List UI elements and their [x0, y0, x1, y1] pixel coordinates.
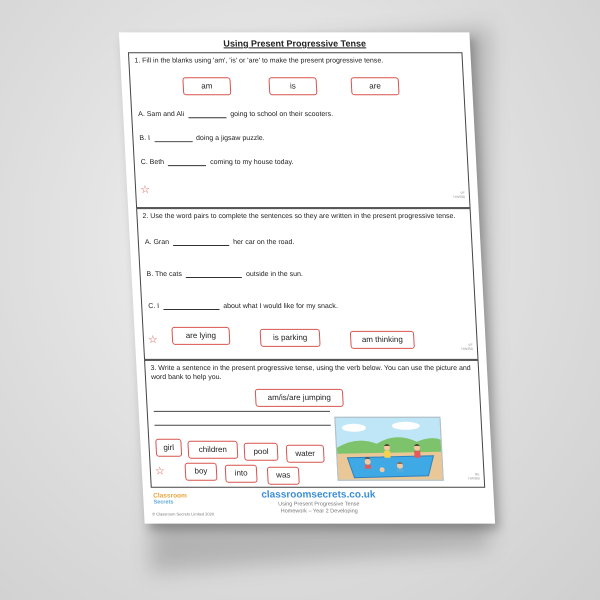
word-bank-was: was: [267, 467, 300, 485]
star-icon: ☆: [154, 465, 166, 478]
word-pair-am-thinking: am thinking: [350, 331, 415, 349]
question-ref: VF HW/BB: [453, 191, 466, 200]
word-option-am: am: [182, 77, 231, 95]
answer-blank[interactable]: [186, 277, 242, 278]
sentence-2b-end: outside in the sun.: [245, 271, 304, 278]
word-bank-water: water: [286, 445, 325, 463]
word-option-are: are: [351, 77, 400, 95]
answer-blank[interactable]: [168, 165, 206, 166]
website-url: classroomsecrets.co.uk: [261, 489, 376, 501]
sentence-1a: [138, 111, 333, 118]
word-pair-is-parking: is parking: [260, 329, 321, 347]
pool-illustration: [335, 418, 442, 480]
word-bank-pool: pool: [244, 443, 279, 461]
verb-box: am/is/are jumping: [255, 389, 344, 407]
word-bank-girl: girl: [155, 439, 182, 457]
word-bank-into: into: [225, 465, 258, 483]
question-ref: VF HW/BB: [461, 342, 474, 351]
sentence-1c-start: C. Beth: [140, 159, 165, 167]
word-option-is: is: [268, 77, 317, 95]
sentence-1c-end: coming to my house today.: [210, 159, 294, 167]
footer-subtitle: Homework – Year 2 Developing: [280, 508, 358, 515]
swimming-pool-picture: [334, 417, 443, 481]
sentence-1b-start: B. I: [139, 135, 151, 143]
answer-blank[interactable]: [173, 245, 229, 246]
sentence-1c: [141, 159, 294, 166]
sentence-2a-start: A. Gran: [144, 239, 170, 247]
footer-title: Using Present Progressive Tense: [278, 501, 360, 508]
question-2-panel: [136, 208, 478, 360]
question-3-instruction: 3. Write a sentence in the present progressive tense, using the verb below. You can use the picture and word bank to help you.: [150, 364, 471, 381]
answer-blank[interactable]: [154, 141, 192, 142]
worksheet-title: Using Present Progressive Tense: [223, 38, 367, 49]
question-ref: RE HW/BB: [468, 472, 480, 481]
word-bank-children: children: [187, 441, 238, 459]
sentence-2c: [148, 303, 338, 310]
sentence-1b-end: doing a jigsaw puzzle.: [195, 135, 265, 143]
word-bank-boy: boy: [185, 463, 218, 481]
sentence-2c-end: about what I would like for my snack.: [223, 302, 338, 310]
worksheet: [119, 32, 495, 523]
footer: [151, 488, 487, 520]
sentence-2a: [145, 239, 295, 246]
sentence-1b: [139, 135, 265, 142]
answer-blank[interactable]: [188, 117, 226, 118]
writing-line-1[interactable]: [154, 411, 330, 412]
sentence-2b-start: B. The cats: [146, 271, 183, 278]
star-icon: ☆: [139, 184, 151, 197]
question-1-instruction: 1. Fill in the blanks using 'am', 'is' or 'are' to make the present progressive tense.: [134, 57, 384, 65]
copyright-text: © Classroom Secrets Limited 2020: [152, 511, 215, 517]
star-icon: ☆: [147, 333, 159, 346]
logo-text-bottom: Secrets: [153, 499, 174, 506]
sentence-2a-end: her car on the road.: [232, 239, 295, 247]
question-3-panel: [144, 360, 485, 488]
writing-line-2[interactable]: [154, 425, 330, 426]
sentence-2b: [146, 271, 303, 278]
sentence-1a-end: going to school on their scooters.: [230, 111, 334, 119]
sentence-1a-start: A. Sam and Ali: [138, 111, 185, 119]
word-pair-are-lying: are lying: [171, 327, 230, 345]
sentence-2c-start: C. I: [148, 302, 160, 310]
question-1-panel: [128, 52, 471, 208]
logo-text-top: Classroom: [153, 492, 188, 500]
answer-blank[interactable]: [163, 309, 219, 310]
question-2-instruction: 2. Use the word pairs to complete the sentences so they are written in the present progressive tense.: [142, 213, 456, 221]
